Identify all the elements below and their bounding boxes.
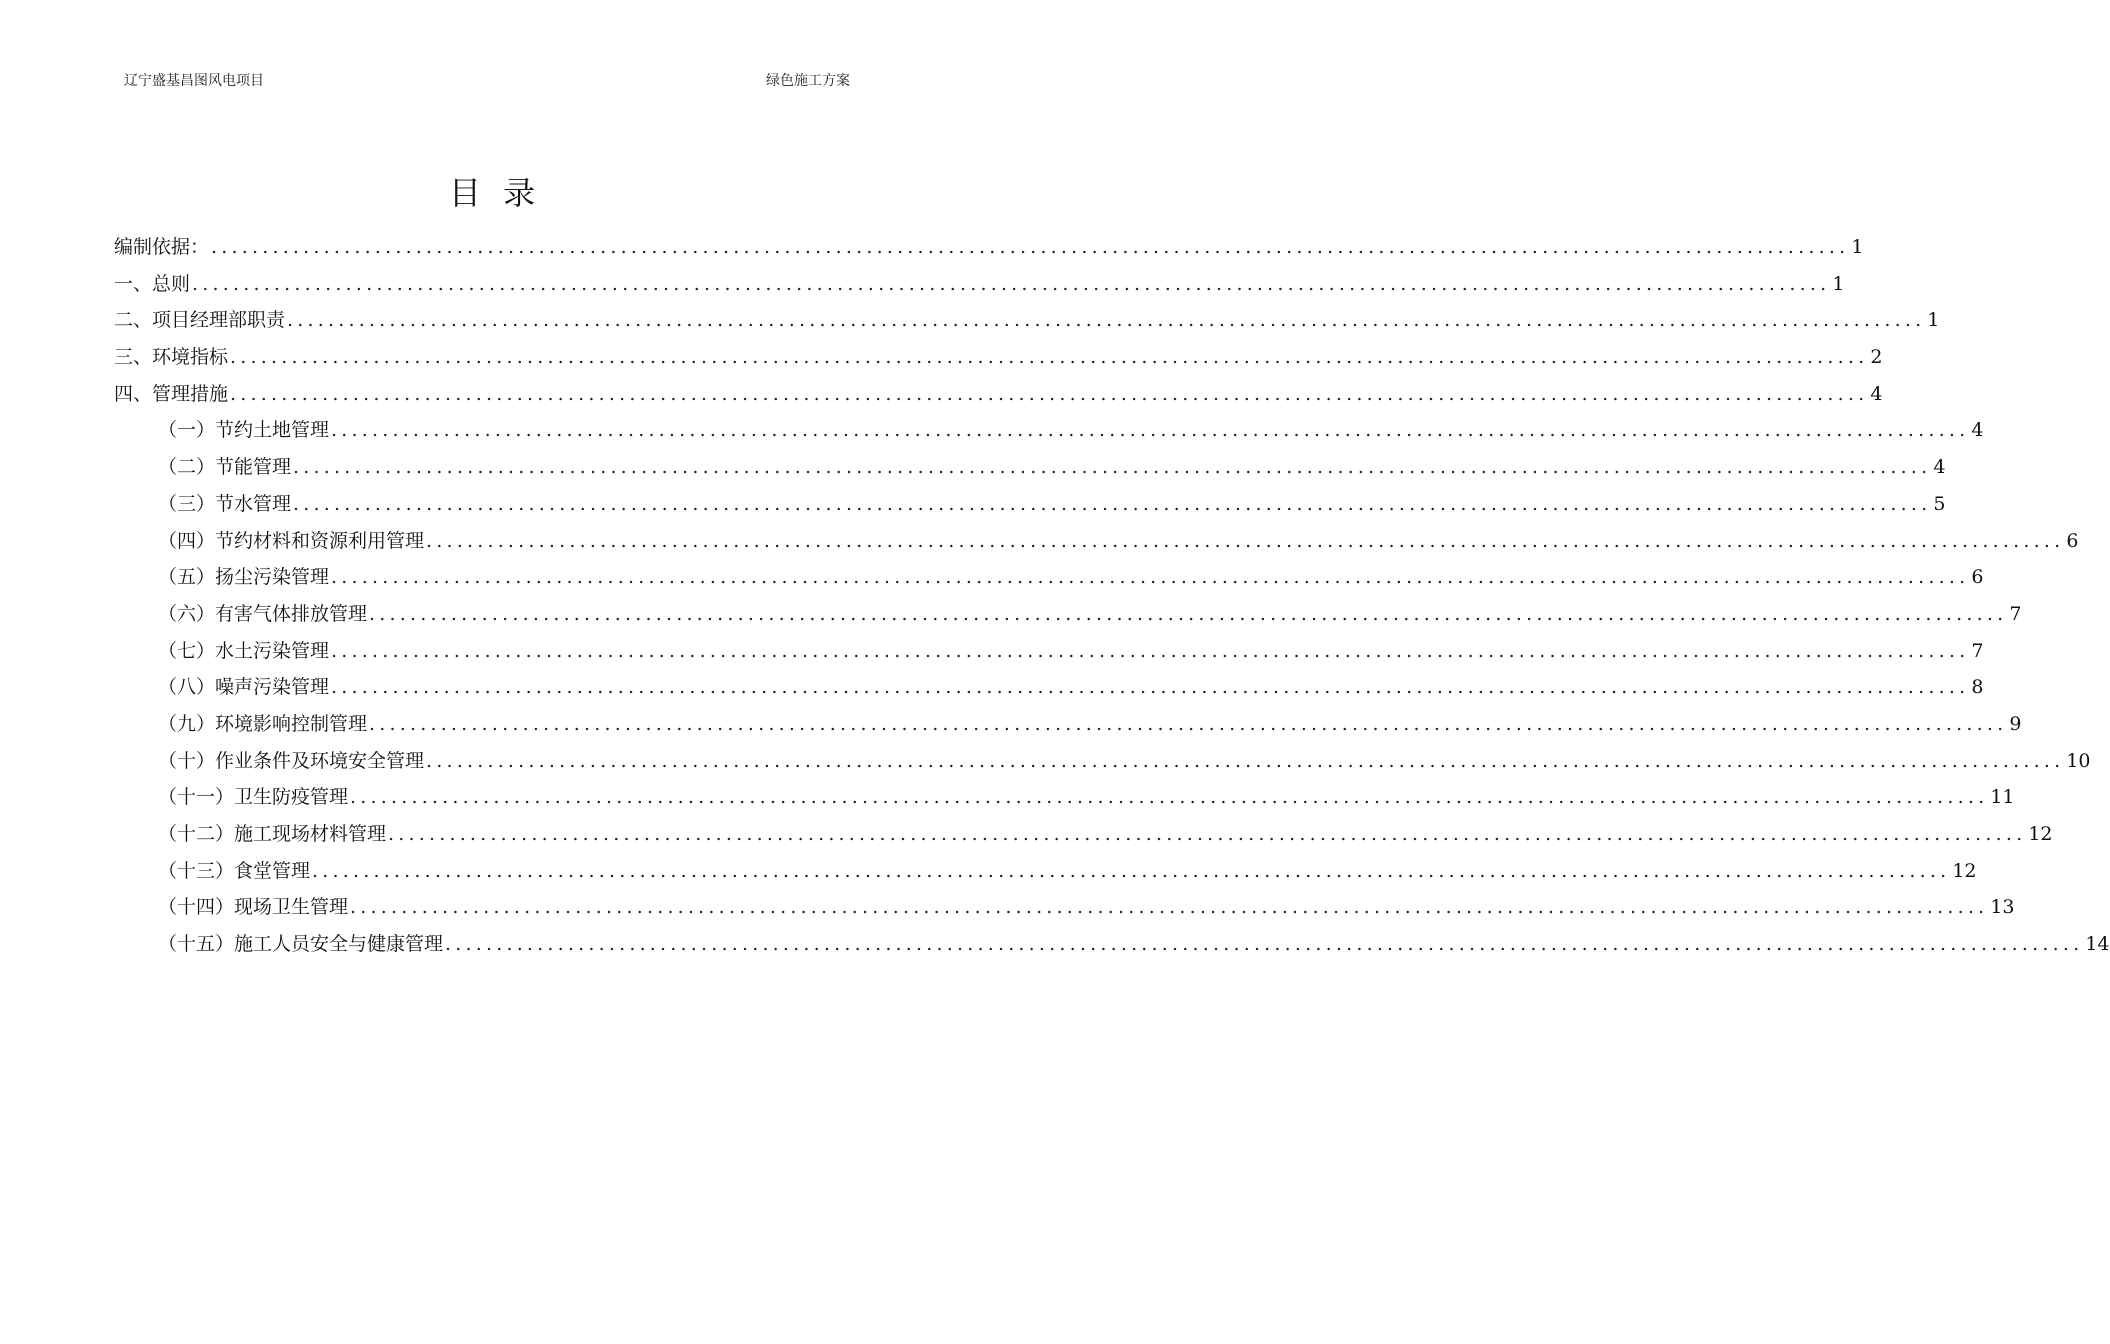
toc-entry-title: （十三）食堂管理	[158, 859, 311, 882]
toc-leader-dots: ................................................................................................................................................................	[293, 492, 1932, 515]
toc-leader-dots: ................................................................................................................................................................	[312, 859, 1951, 882]
toc-entry-title: （一）节约土地管理	[158, 419, 330, 442]
toc-leader-dots: ................................................................................................................................................................	[445, 933, 2084, 956]
toc-entry-title: （十五）施工人员安全与健康管理	[158, 933, 444, 956]
toc-leader-dots: ................................................................................................................................................................	[211, 236, 1850, 258]
toc-entry-page-number: 11	[1990, 786, 2015, 809]
toc-entry[interactable]	[114, 816, 2053, 853]
toc-leader-dots: ................................................................................................................................................................	[331, 676, 1970, 699]
toc-entry-title: （十四）现场卫生管理	[158, 896, 349, 919]
toc-entry-page-number: 1	[1832, 272, 1845, 295]
toc-entry[interactable]	[114, 376, 1883, 413]
toc-entry[interactable]	[114, 596, 2022, 633]
table-of-contents	[114, 229, 2110, 963]
toc-entry[interactable]	[114, 339, 1883, 376]
toc-leader-dots: ................................................................................................................................................................	[331, 639, 1970, 662]
toc-leader-dots: ................................................................................................................................................................	[293, 456, 1932, 479]
toc-entry[interactable]	[114, 743, 2091, 780]
toc-entry-page-number: 12	[2028, 823, 2053, 845]
toc-entry-title: （十一）卫生防疫管理	[158, 786, 349, 809]
toc-entry[interactable]	[114, 779, 2015, 816]
toc-entry[interactable]	[114, 523, 2079, 560]
toc-title: 目 录	[448, 174, 542, 212]
toc-entry-page-number: 6	[2066, 529, 2079, 552]
toc-entry[interactable]	[114, 669, 1984, 706]
toc-entry-title: （十二）施工现场材料管理	[158, 823, 387, 845]
toc-entry-title: （六）有害气体排放管理	[158, 602, 368, 625]
toc-leader-dots: ................................................................................................................................................................	[331, 419, 1970, 442]
toc-entry-page-number: 4	[1933, 456, 1946, 479]
toc-entry-page-number: 10	[2066, 749, 2091, 772]
toc-entry-title: 一、总则	[114, 272, 191, 295]
toc-leader-dots: ................................................................................................................................................................	[388, 823, 2027, 845]
toc-entry-title: 编制依据：	[114, 236, 210, 258]
header-project-name: 辽宁盛基昌图风电项目	[124, 73, 264, 89]
toc-entry-title: （七）水土污染管理	[158, 639, 330, 662]
toc-leader-dots: ................................................................................................................................................................	[230, 382, 1869, 405]
header-document-type: 绿色施工方案	[766, 73, 850, 89]
toc-entry-title: （十）作业条件及环境安全管理	[158, 749, 425, 772]
toc-entry-title: （五）扬尘污染管理	[158, 566, 330, 589]
toc-entry[interactable]	[114, 229, 1864, 266]
toc-leader-dots: ................................................................................................................................................................	[369, 602, 2008, 625]
toc-entry-page-number: 8	[1971, 676, 1984, 699]
toc-entry[interactable]	[114, 633, 1984, 670]
toc-leader-dots: ................................................................................................................................................................	[350, 896, 1989, 919]
toc-entry-page-number: 2	[1870, 346, 1883, 369]
toc-leader-dots: ................................................................................................................................................................	[426, 749, 2065, 772]
toc-entry[interactable]	[114, 853, 1977, 890]
toc-entry-page-number: 9	[2009, 712, 2022, 735]
toc-entry[interactable]	[114, 559, 1984, 596]
toc-entry[interactable]	[114, 706, 2022, 743]
toc-entry[interactable]	[114, 449, 1946, 486]
toc-entry-page-number: 6	[1971, 566, 1984, 589]
toc-entry-page-number: 13	[1990, 896, 2015, 919]
toc-entry-title: 四、管理措施	[114, 382, 229, 405]
toc-entry-title: （四）节约材料和资源利用管理	[158, 529, 425, 552]
toc-leader-dots: ................................................................................................................................................................	[426, 529, 2065, 552]
toc-entry[interactable]	[114, 889, 2015, 926]
toc-entry-title: （二）节能管理	[158, 456, 292, 479]
toc-entry-page-number: 7	[1971, 639, 1984, 662]
toc-leader-dots: ................................................................................................................................................................	[350, 786, 1989, 809]
toc-entry-page-number: 7	[2009, 602, 2022, 625]
toc-entry-page-number: 14	[2085, 933, 2110, 956]
toc-entry-page-number: 5	[1933, 492, 1946, 515]
toc-leader-dots: ................................................................................................................................................................	[331, 566, 1970, 589]
toc-leader-dots: ................................................................................................................................................................	[230, 346, 1869, 369]
toc-entry-page-number: 4	[1870, 382, 1883, 405]
toc-leader-dots: ................................................................................................................................................................	[287, 309, 1926, 332]
toc-entry-page-number: 12	[1952, 859, 1977, 882]
toc-entry-page-number: 1	[1851, 236, 1864, 258]
toc-entry[interactable]	[114, 926, 2110, 963]
toc-entry-page-number: 4	[1971, 419, 1984, 442]
toc-entry-title: 三、环境指标	[114, 346, 229, 369]
toc-entry[interactable]	[114, 486, 1946, 523]
toc-entry[interactable]	[114, 266, 1845, 303]
toc-entry[interactable]	[114, 302, 1940, 339]
toc-entry-title: （九）环境影响控制管理	[158, 712, 368, 735]
toc-entry-title: 二、项目经理部职责	[114, 309, 286, 332]
toc-leader-dots: ................................................................................................................................................................	[192, 272, 1831, 295]
toc-entry-title: （八）噪声污染管理	[158, 676, 330, 699]
toc-leader-dots: ................................................................................................................................................................	[369, 712, 2008, 735]
toc-entry[interactable]	[114, 412, 1984, 449]
toc-entry-title: （三）节水管理	[158, 492, 292, 515]
toc-entry-page-number: 1	[1927, 309, 1940, 332]
